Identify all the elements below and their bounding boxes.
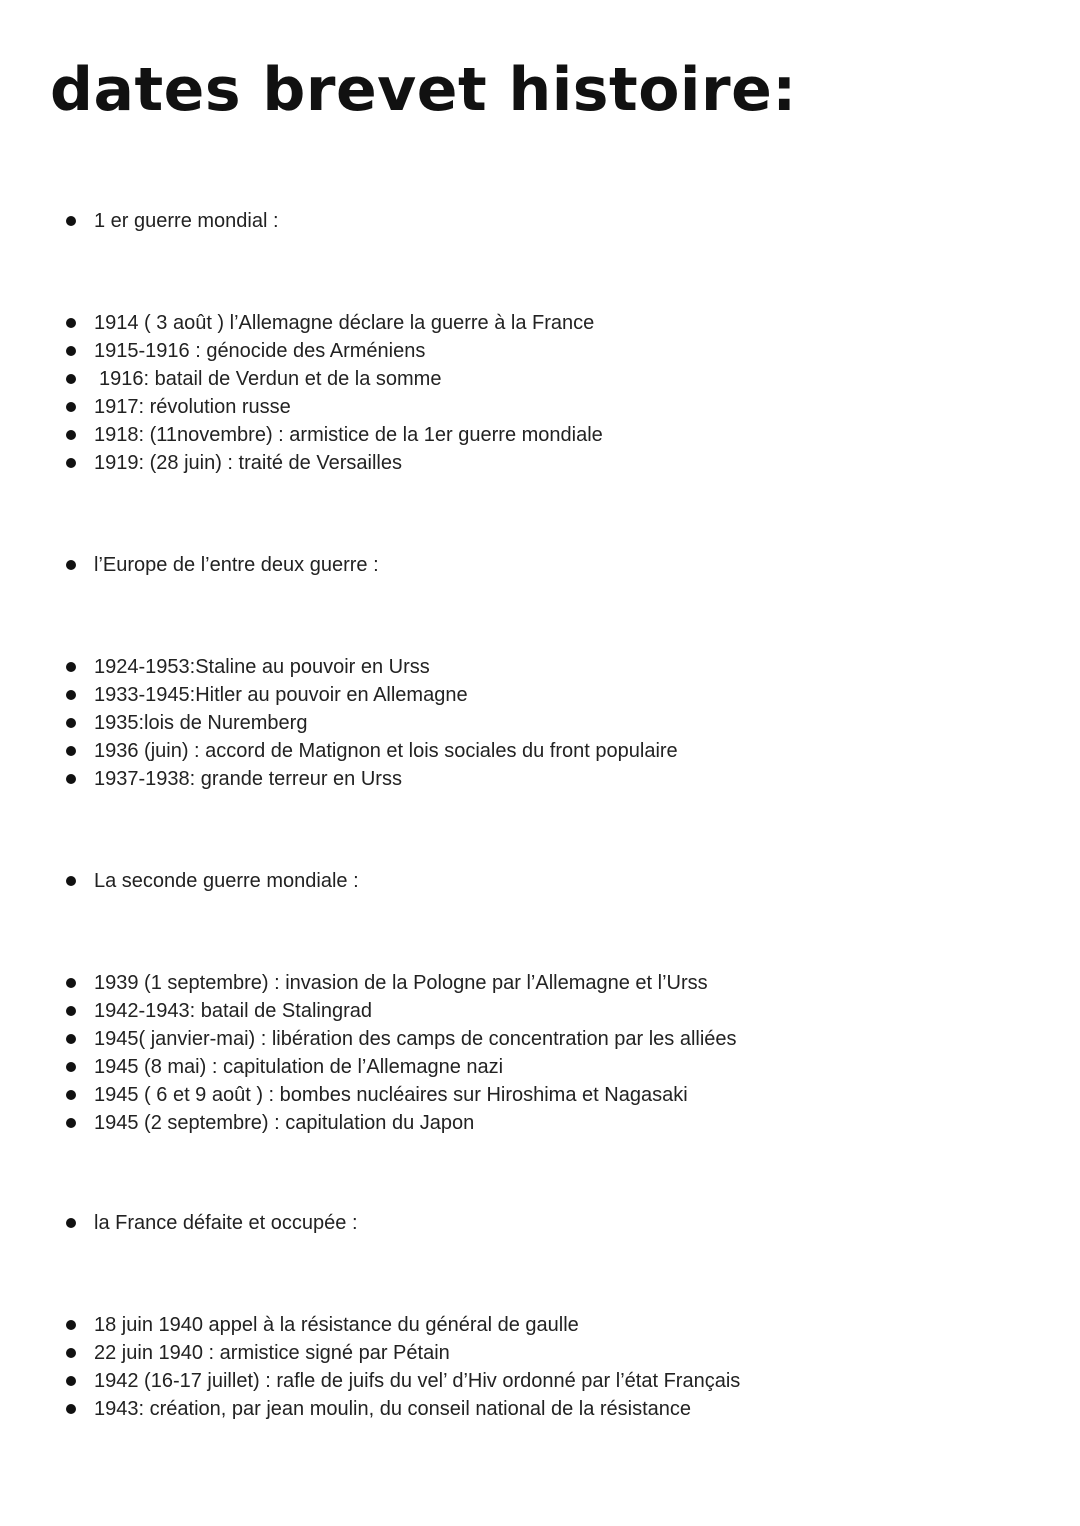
bullet-icon xyxy=(66,1376,76,1386)
bullet-icon xyxy=(66,746,76,756)
bullet-icon xyxy=(66,1090,76,1100)
list-item: 1924-1953:Staline au pouvoir en Urss xyxy=(0,653,678,681)
bullet-icon xyxy=(66,1118,76,1128)
list-item: 1945 ( 6 et 9 août ) : bombes nucléaires sur Hiroshima et Nagasaki xyxy=(0,1081,737,1109)
section-heading-list xyxy=(0,207,279,235)
bullet-icon xyxy=(66,458,76,468)
list-item: 1916: batail de Verdun et de la somme xyxy=(0,365,603,393)
section-heading: l’Europe de l’entre deux guerre : xyxy=(0,551,379,579)
list-item: 1936 (juin) : accord de Matignon et lois sociales du front populaire xyxy=(0,737,678,765)
list-item: 1945 (8 mai) : capitulation de l’Allemagne nazi xyxy=(0,1053,737,1081)
list-item: 1942-1943: batail de Stalingrad xyxy=(0,997,737,1025)
bullet-icon xyxy=(66,1062,76,1072)
section-heading-list xyxy=(0,1209,358,1237)
date-list xyxy=(0,1311,740,1423)
bullet-icon xyxy=(66,1348,76,1358)
list-item: 1937-1938: grande terreur en Urss xyxy=(0,765,678,793)
list-item: 1917: révolution russe xyxy=(0,393,603,421)
bullet-icon xyxy=(66,216,76,226)
list-item: 1939 (1 septembre) : invasion de la Pologne par l’Allemagne et l’Urss xyxy=(0,969,737,997)
list-item: 1945 (2 septembre) : capitulation du Japon xyxy=(0,1109,737,1137)
date-list xyxy=(0,309,603,477)
section-heading: 1 er guerre mondial : xyxy=(0,207,279,235)
bullet-icon xyxy=(66,662,76,672)
bullet-icon xyxy=(66,876,76,886)
section-heading-list xyxy=(0,551,379,579)
bullet-icon xyxy=(66,978,76,988)
list-item: 1915-1916 : génocide des Arméniens xyxy=(0,337,603,365)
list-item: 1945( janvier-mai) : libération des camps de concentration par les alliées xyxy=(0,1025,737,1053)
bullet-icon xyxy=(66,1320,76,1330)
bullet-icon xyxy=(66,1006,76,1016)
bullet-icon xyxy=(66,318,76,328)
bullet-icon xyxy=(66,1404,76,1414)
list-item: 1942 (16-17 juillet) : rafle de juifs du vel’ d’Hiv ordonné par l’état Français xyxy=(0,1367,740,1395)
list-item: 22 juin 1940 : armistice signé par Pétain xyxy=(0,1339,740,1367)
date-list xyxy=(0,653,678,793)
bullet-icon xyxy=(66,1218,76,1228)
list-item: 1914 ( 3 août ) l’Allemagne déclare la guerre à la France xyxy=(0,309,603,337)
section-heading: la France défaite et occupée : xyxy=(0,1209,358,1237)
bullet-icon xyxy=(66,430,76,440)
date-list xyxy=(0,969,737,1137)
section-heading: La seconde guerre mondiale : xyxy=(0,867,359,895)
list-item: 1919: (28 juin) : traité de Versailles xyxy=(0,449,603,477)
list-item: 1918: (11novembre) : armistice de la 1er guerre mondiale xyxy=(0,421,603,449)
bullet-icon xyxy=(66,1034,76,1044)
section-heading-list xyxy=(0,867,359,895)
list-item: 1933-1945:Hitler au pouvoir en Allemagne xyxy=(0,681,678,709)
bullet-icon xyxy=(66,774,76,784)
list-item: 1943: création, par jean moulin, du conseil national de la résistance xyxy=(0,1395,740,1423)
page-title: dates brevet histoire: xyxy=(50,55,797,125)
list-item: 18 juin 1940 appel à la résistance du général de gaulle xyxy=(0,1311,740,1339)
bullet-icon xyxy=(66,402,76,412)
bullet-icon xyxy=(66,718,76,728)
bullet-icon xyxy=(66,346,76,356)
bullet-icon xyxy=(66,374,76,384)
list-item: 1935:lois de Nuremberg xyxy=(0,709,678,737)
bullet-icon xyxy=(66,560,76,570)
bullet-icon xyxy=(66,690,76,700)
